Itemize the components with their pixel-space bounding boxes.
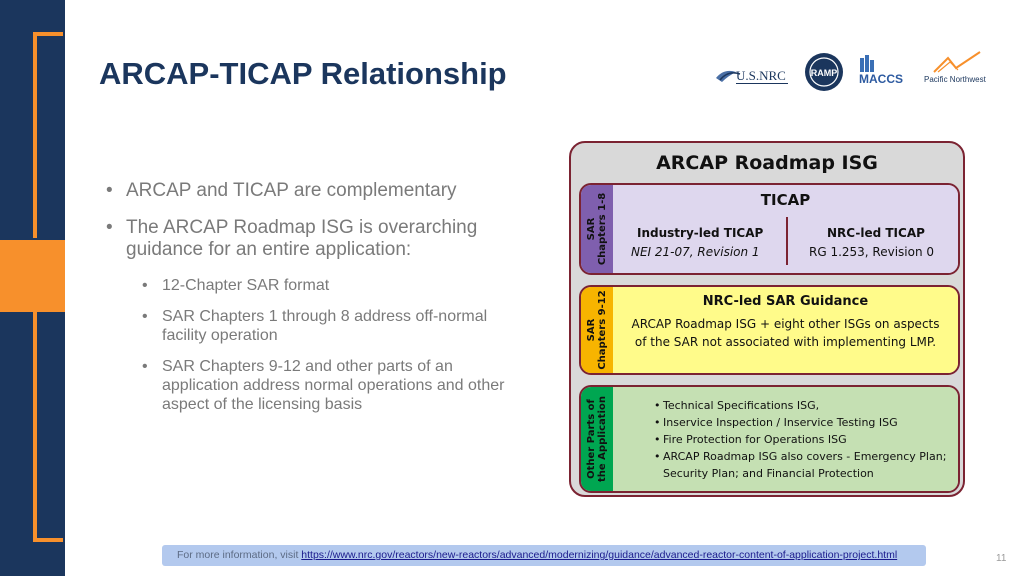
bracket-decoration-top [33,32,63,238]
bullet-item: • The ARCAP Roadmap ISG is overarching guidance for an entire application: [106,217,526,261]
other-parts-panel [579,385,960,493]
arcap-roadmap-diagram [569,141,965,497]
footer-info-bar [162,545,926,566]
sar-guidance-content [613,287,958,373]
slide-title: ARCAP-TICAP Relationship [99,56,507,91]
partner-logos [712,50,1002,94]
ramp-logo [805,53,843,91]
other-parts-content [613,387,958,491]
footer-link[interactable]: https://www.nrc.gov/reactors/new-reactors/advanced/modernizing/guidance/advanced-reactor-content-of-application-project.html [301,549,898,561]
list-item: • ARCAP Roadmap ISG also covers - Emergency Plan; Security Plan; and Financial Protection [654,448,954,482]
bullet-list [106,180,526,426]
sar-guidance-body: ARCAP Roadmap ISG + eight other ISGs on aspects of the SAR not associated with implementing LMP. [631,317,940,349]
footer-prefix: For more information, visit [177,549,302,561]
tab-label: SAR Chapters 1-8 [586,192,608,266]
nrc-logo [716,68,788,84]
other-parts-list [654,397,954,482]
svg-text:Pacific Northwest: Pacific Northwest [924,75,986,84]
tab-label: SAR Chapters 9-12 [586,290,608,370]
ticap-divider [786,217,788,265]
sar-guidance-panel [579,285,960,375]
sub-bullet-item: • 12-Chapter SAR format [142,276,526,295]
ticap-content [613,185,958,273]
nrc-ticap-reference: RG 1.253, Revision 0 [809,245,935,259]
svg-text:RAMP: RAMP [810,68,838,78]
ticap-title: TICAP [760,191,811,209]
sar-chapters-9-12-tab [581,287,613,373]
svg-text:MACCS: MACCS [859,72,903,86]
page-number: 11 [996,553,1007,564]
sub-bullet-item: • SAR Chapters 1 through 8 address off-normal facility operation [142,307,526,345]
pnnl-logo [924,52,987,84]
industry-ticap-reference: NEI 21-07, Revision 1 [631,245,760,259]
list-item: • Inservice Inspection / Inservice Testing ISG [654,414,954,431]
sar-chapters-1-8-tab [581,185,613,273]
sub-bullet-item: • SAR Chapters 9-12 and other parts of an application address normal operations and other aspect of the licensing basis [142,357,526,414]
svg-text:U.S.NRC: U.S.NRC [736,68,786,83]
tab-label: Other Parts of the Application [586,396,608,482]
list-item: • Technical Specifications ISG, [654,397,954,414]
other-parts-tab [581,387,613,491]
diagram-title: ARCAP Roadmap ISG [656,152,878,174]
ticap-panel [579,183,960,275]
maccs-logo [859,55,903,86]
bracket-decoration-bottom [33,312,63,542]
list-item: • Fire Protection for Operations ISG [654,431,954,448]
sar-guidance-title: NRC-led SAR Guidance [702,294,869,309]
industry-ticap-label: Industry-led TICAP [637,226,764,240]
bullet-item: • ARCAP and TICAP are complementary [106,180,526,202]
orange-accent-block [0,240,65,312]
nrc-ticap-label: NRC-led TICAP [827,226,925,240]
